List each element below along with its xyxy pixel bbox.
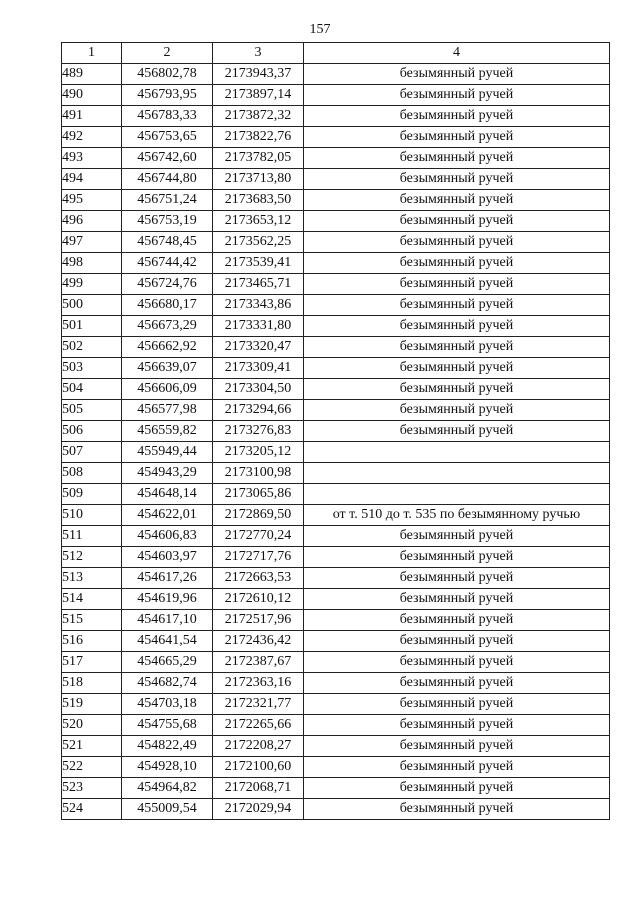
cell-x-coordinate: 454606,83 — [122, 526, 213, 547]
cell-description: безымянный ручей — [304, 190, 610, 211]
cell-point-number: 506 — [62, 421, 122, 442]
cell-description: безымянный ручей — [304, 295, 610, 316]
cell-point-number: 522 — [62, 757, 122, 778]
table-row — [62, 778, 610, 799]
cell-point-number: 518 — [62, 673, 122, 694]
cell-description: безымянный ручей — [304, 631, 610, 652]
cell-point-number: 498 — [62, 253, 122, 274]
cell-point-number: 502 — [62, 337, 122, 358]
table-row — [62, 211, 610, 232]
table-row — [62, 253, 610, 274]
cell-description: безымянный ручей — [304, 64, 610, 85]
table-row — [62, 757, 610, 778]
table-row — [62, 694, 610, 715]
table-row — [62, 631, 610, 652]
cell-x-coordinate: 454603,97 — [122, 547, 213, 568]
table-row — [62, 421, 610, 442]
cell-y-coordinate: 2173713,80 — [213, 169, 304, 190]
cell-y-coordinate: 2173294,66 — [213, 400, 304, 421]
table-row — [62, 673, 610, 694]
cell-description: безымянный ручей — [304, 232, 610, 253]
cell-description: безымянный ручей — [304, 799, 610, 820]
cell-point-number: 494 — [62, 169, 122, 190]
cell-x-coordinate: 456673,29 — [122, 316, 213, 337]
cell-x-coordinate: 456753,19 — [122, 211, 213, 232]
cell-y-coordinate: 2173309,41 — [213, 358, 304, 379]
table-row — [62, 568, 610, 589]
cell-point-number: 489 — [62, 64, 122, 85]
cell-x-coordinate: 456680,17 — [122, 295, 213, 316]
cell-y-coordinate: 2173683,50 — [213, 190, 304, 211]
cell-x-coordinate: 456753,65 — [122, 127, 213, 148]
cell-description: безымянный ручей — [304, 274, 610, 295]
header-point-number: 1 — [62, 43, 122, 64]
cell-y-coordinate: 2173782,05 — [213, 148, 304, 169]
table-row — [62, 589, 610, 610]
cell-description: безымянный ручей — [304, 379, 610, 400]
table-row — [62, 295, 610, 316]
cell-point-number: 521 — [62, 736, 122, 757]
cell-x-coordinate: 456577,98 — [122, 400, 213, 421]
cell-y-coordinate: 2173276,83 — [213, 421, 304, 442]
cell-x-coordinate: 456793,95 — [122, 85, 213, 106]
cell-description — [304, 442, 610, 463]
cell-y-coordinate: 2173320,47 — [213, 337, 304, 358]
cell-y-coordinate: 2172517,96 — [213, 610, 304, 631]
cell-description: безымянный ручей — [304, 85, 610, 106]
table-row — [62, 127, 610, 148]
header-y-coordinate: 3 — [213, 43, 304, 64]
cell-point-number: 501 — [62, 316, 122, 337]
cell-description: безымянный ручей — [304, 589, 610, 610]
cell-x-coordinate: 454682,74 — [122, 673, 213, 694]
cell-x-coordinate: 454617,10 — [122, 610, 213, 631]
cell-x-coordinate: 456639,07 — [122, 358, 213, 379]
cell-point-number: 511 — [62, 526, 122, 547]
cell-description: безымянный ручей — [304, 358, 610, 379]
cell-x-coordinate: 454641,54 — [122, 631, 213, 652]
cell-x-coordinate: 456742,60 — [122, 148, 213, 169]
cell-x-coordinate: 456724,76 — [122, 274, 213, 295]
cell-x-coordinate: 456606,09 — [122, 379, 213, 400]
cell-y-coordinate: 2173822,76 — [213, 127, 304, 148]
cell-description: безымянный ручей — [304, 610, 610, 631]
cell-description — [304, 484, 610, 505]
cell-x-coordinate: 454703,18 — [122, 694, 213, 715]
table-row — [62, 652, 610, 673]
cell-x-coordinate: 454943,29 — [122, 463, 213, 484]
cell-y-coordinate: 2173465,71 — [213, 274, 304, 295]
cell-y-coordinate: 2172717,76 — [213, 547, 304, 568]
cell-y-coordinate: 2172100,60 — [213, 757, 304, 778]
cell-description: безымянный ручей — [304, 694, 610, 715]
cell-y-coordinate: 2173304,50 — [213, 379, 304, 400]
cell-point-number: 520 — [62, 715, 122, 736]
table-row — [62, 379, 610, 400]
table-row — [62, 463, 610, 484]
cell-y-coordinate: 2172770,24 — [213, 526, 304, 547]
cell-point-number: 513 — [62, 568, 122, 589]
cell-point-number: 519 — [62, 694, 122, 715]
cell-y-coordinate: 2172068,71 — [213, 778, 304, 799]
table-row — [62, 442, 610, 463]
cell-x-coordinate: 456744,42 — [122, 253, 213, 274]
table-row — [62, 610, 610, 631]
cell-x-coordinate: 454822,49 — [122, 736, 213, 757]
cell-point-number: 517 — [62, 652, 122, 673]
table-row — [62, 799, 610, 820]
cell-point-number: 496 — [62, 211, 122, 232]
table-header-row — [62, 43, 610, 64]
cell-x-coordinate: 454665,29 — [122, 652, 213, 673]
cell-x-coordinate: 455009,54 — [122, 799, 213, 820]
cell-x-coordinate: 454755,68 — [122, 715, 213, 736]
cell-y-coordinate: 2172363,16 — [213, 673, 304, 694]
cell-point-number: 499 — [62, 274, 122, 295]
cell-description: безымянный ручей — [304, 673, 610, 694]
cell-y-coordinate: 2173331,80 — [213, 316, 304, 337]
cell-description: безымянный ручей — [304, 715, 610, 736]
header-description: 4 — [304, 43, 610, 64]
cell-x-coordinate: 454617,26 — [122, 568, 213, 589]
cell-point-number: 524 — [62, 799, 122, 820]
cell-x-coordinate: 454964,82 — [122, 778, 213, 799]
table-row — [62, 526, 610, 547]
cell-x-coordinate: 454648,14 — [122, 484, 213, 505]
cell-point-number: 508 — [62, 463, 122, 484]
cell-x-coordinate: 456783,33 — [122, 106, 213, 127]
table-row — [62, 274, 610, 295]
table-row — [62, 64, 610, 85]
cell-y-coordinate: 2172610,12 — [213, 589, 304, 610]
cell-point-number: 493 — [62, 148, 122, 169]
cell-y-coordinate: 2172436,42 — [213, 631, 304, 652]
cell-point-number: 512 — [62, 547, 122, 568]
cell-point-number: 505 — [62, 400, 122, 421]
cell-point-number: 516 — [62, 631, 122, 652]
cell-x-coordinate: 454622,01 — [122, 505, 213, 526]
cell-point-number: 491 — [62, 106, 122, 127]
cell-point-number: 497 — [62, 232, 122, 253]
cell-description: безымянный ручей — [304, 316, 610, 337]
cell-point-number: 514 — [62, 589, 122, 610]
cell-point-number: 495 — [62, 190, 122, 211]
cell-description: безымянный ручей — [304, 778, 610, 799]
page-number: 157 — [309, 22, 331, 37]
cell-y-coordinate: 2173100,98 — [213, 463, 304, 484]
table-row — [62, 316, 610, 337]
cell-y-coordinate: 2172387,67 — [213, 652, 304, 673]
table-row — [62, 400, 610, 421]
cell-x-coordinate: 456744,80 — [122, 169, 213, 190]
cell-y-coordinate: 2172265,66 — [213, 715, 304, 736]
cell-point-number: 492 — [62, 127, 122, 148]
cell-description: безымянный ручей — [304, 421, 610, 442]
cell-description: от т. 510 до т. 535 по безымянному ручью — [304, 505, 610, 526]
header-x-coordinate: 2 — [122, 43, 213, 64]
cell-x-coordinate: 454619,96 — [122, 589, 213, 610]
table-row — [62, 169, 610, 190]
cell-point-number: 503 — [62, 358, 122, 379]
cell-point-number: 490 — [62, 85, 122, 106]
cell-y-coordinate: 2173872,32 — [213, 106, 304, 127]
cell-point-number: 510 — [62, 505, 122, 526]
table-row — [62, 484, 610, 505]
table-row — [62, 505, 610, 526]
table-row — [62, 148, 610, 169]
table-row — [62, 337, 610, 358]
table-row — [62, 736, 610, 757]
table-row — [62, 190, 610, 211]
cell-description: безымянный ручей — [304, 337, 610, 358]
cell-description: безымянный ручей — [304, 211, 610, 232]
cell-point-number: 500 — [62, 295, 122, 316]
cell-x-coordinate: 456559,82 — [122, 421, 213, 442]
table-row — [62, 106, 610, 127]
table-row — [62, 358, 610, 379]
cell-description: безымянный ручей — [304, 127, 610, 148]
cell-y-coordinate: 2173343,86 — [213, 295, 304, 316]
cell-x-coordinate: 456751,24 — [122, 190, 213, 211]
table-row — [62, 715, 610, 736]
table-row — [62, 547, 610, 568]
table-row — [62, 85, 610, 106]
cell-description: безымянный ручей — [304, 400, 610, 421]
cell-y-coordinate: 2172869,50 — [213, 505, 304, 526]
cell-description: безымянный ручей — [304, 169, 610, 190]
cell-x-coordinate: 456662,92 — [122, 337, 213, 358]
cell-x-coordinate: 456802,78 — [122, 64, 213, 85]
cell-y-coordinate: 2172663,53 — [213, 568, 304, 589]
cell-description: безымянный ручей — [304, 736, 610, 757]
cell-y-coordinate: 2173065,86 — [213, 484, 304, 505]
cell-point-number: 504 — [62, 379, 122, 400]
cell-y-coordinate: 2172208,27 — [213, 736, 304, 757]
cell-description: безымянный ручей — [304, 568, 610, 589]
cell-point-number: 509 — [62, 484, 122, 505]
cell-y-coordinate: 2172321,77 — [213, 694, 304, 715]
cell-point-number: 523 — [62, 778, 122, 799]
cell-y-coordinate: 2173539,41 — [213, 253, 304, 274]
cell-description: безымянный ручей — [304, 757, 610, 778]
cell-y-coordinate: 2172029,94 — [213, 799, 304, 820]
table-row — [62, 232, 610, 253]
cell-y-coordinate: 2173653,12 — [213, 211, 304, 232]
cell-y-coordinate: 2173562,25 — [213, 232, 304, 253]
cell-x-coordinate: 454928,10 — [122, 757, 213, 778]
cell-y-coordinate: 2173943,37 — [213, 64, 304, 85]
cell-description: безымянный ручей — [304, 253, 610, 274]
cell-y-coordinate: 2173897,14 — [213, 85, 304, 106]
cell-description: безымянный ручей — [304, 148, 610, 169]
cell-x-coordinate: 455949,44 — [122, 442, 213, 463]
cell-y-coordinate: 2173205,12 — [213, 442, 304, 463]
cell-description: безымянный ручей — [304, 652, 610, 673]
coordinates-table — [61, 42, 610, 820]
cell-point-number: 515 — [62, 610, 122, 631]
cell-description: безымянный ручей — [304, 526, 610, 547]
cell-description: безымянный ручей — [304, 106, 610, 127]
cell-description — [304, 463, 610, 484]
cell-x-coordinate: 456748,45 — [122, 232, 213, 253]
table-body — [62, 64, 610, 820]
cell-description: безымянный ручей — [304, 547, 610, 568]
cell-point-number: 507 — [62, 442, 122, 463]
